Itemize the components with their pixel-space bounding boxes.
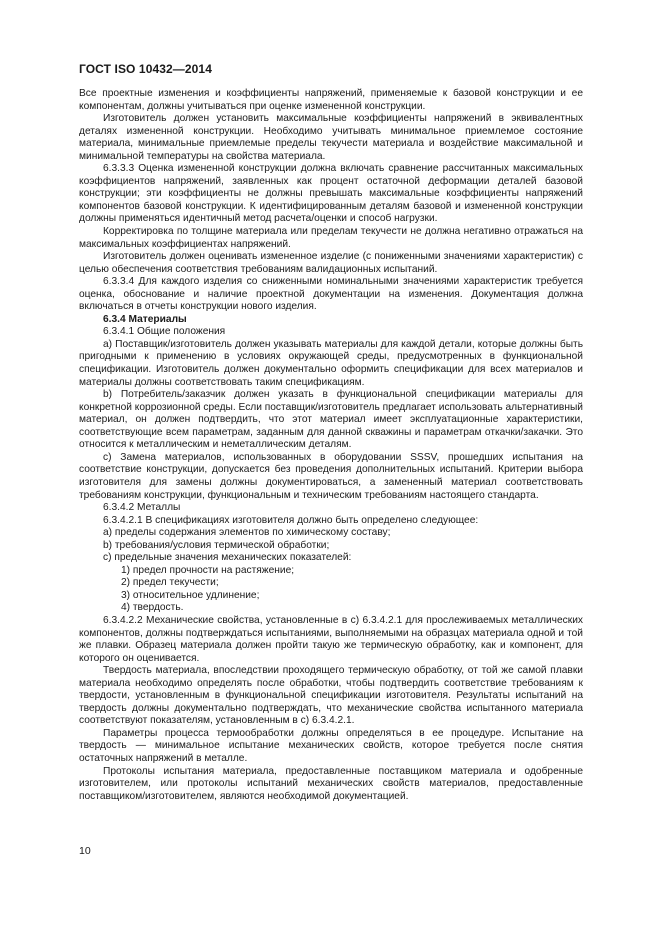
- paragraph: Изготовитель должен оценивать измененное изделие (с пониженными значениями характеристик) с целью обеспечения соответствия требованиям валидационных испытаний.: [79, 251, 583, 275]
- document-header: ГОСТ ISO 10432—2014: [79, 62, 212, 76]
- list-item: с) предельные значения механических показателей:: [103, 552, 352, 564]
- sub-list-item: 3) относительное удлинение;: [121, 589, 260, 601]
- sub-list-item: 1) предел прочности на растяжение;: [121, 564, 295, 576]
- paragraph: b) Потребитель/заказчик должен указать в функциональной спецификации материалы для конкретной коррозионной среды. Если поставщик/изготовитель предлагает использовать альтернативный материал, он должен подтвердить, что этот материал имеет эксплуатационные характеристики, соответствующие всем параметрам, заданным для данной скважины и параметрам откачки/закачки. Это относится к металлическим и неметаллическим деталям.: [79, 389, 583, 451]
- subsection-heading: 6.3.4.1 Общие положения: [103, 326, 226, 338]
- paragraph: 6.3.3.4 Для каждого изделия со сниженными номинальными значениями характеристик требуется оценка, обоснование и наличие проектной документации на изменения. Документация должна включаться в отчеты конструкции нового изделия.: [79, 276, 583, 313]
- subsection-heading: 6.3.4.2 Металлы: [103, 502, 181, 514]
- paragraph: 6.3.4.2.2 Механические свойства, установленные в с) 6.3.4.2.1 для прослеживаемых металлических компонентов, должны подтверждаться испытаниями, выполняемыми на образцах материала одной и той же плавки. Образец материала должен пройти такую же термическую обработку, как и компонент, для которого он оценивается.: [79, 614, 583, 664]
- list-item: а) пределы содержания элементов по химическому составу;: [103, 527, 391, 539]
- sub-list-item: 4) твердость.: [121, 602, 184, 614]
- section-heading: 6.3.4 Материалы: [103, 313, 187, 325]
- page-number: 10: [79, 845, 91, 857]
- paragraph: 6.3.3.3 Оценка измененной конструкции должна включать сравнение рассчитанных максимальных коэффициентов напряжений, заявленных как процент остаточной деформации деталей базовой конструкции; эти коэффициенты не должны превышать максимальные коэффициенты напряжений компонентов базовой конструкции. К идентифицированным деталям базовой и измененной конструкции должны применяться идентичный метод расчета/оценки и способ нагрузки.: [79, 163, 583, 225]
- paragraph: Протоколы испытания материала, предоставленные поставщиком материала и одобренные изготовителем, или протоколы испытаний механических свойств материалов, предоставленные поставщиком/изготовителем, являются необходимой документацией.: [79, 765, 583, 802]
- list-item: b) требования/условия термической обработки;: [103, 539, 330, 551]
- document-body: [79, 88, 583, 803]
- paragraph: а) Поставщик/изготовитель должен указывать материалы для каждой детали, которые должны быть пригодными к применению в условиях окружающей среды, предусмотренных в функциональной спецификации. Изготовитель должен документально оформить спецификации для всех материалов и материалы должны соответствовать таким спецификациям.: [79, 338, 583, 388]
- paragraph: Все проектные изменения и коэффициенты напряжений, применяемые к базовой конструкции и ее компонентам, должны учитываться при оценке измененной конструкции.: [79, 88, 583, 112]
- paragraph: Параметры процесса термообработки должны определяться в ее процедуре. Испытание на твердость — минимальное испытание механических свойств, которое требуется после снятия остаточных напряжений в металле.: [79, 727, 583, 764]
- paragraph: 6.3.4.2.1 В спецификациях изготовителя должно быть определено следующее:: [103, 514, 479, 526]
- paragraph: с) Замена материалов, использованных в оборудовании SSSV, прошедших испытания на соответствие конструкции, допускается без проведения дополнительных испытаний. Критерии выбора изготовителя для замены должны документироваться, а замененный материал соответствовать требованиям конструкции, функциональным и техническим требованиям настоящего стандарта.: [79, 451, 583, 501]
- paragraph: Корректировка по толщине материала или пределам текучести не должна негативно отражаться на максимальных коэффициентах напряжений.: [79, 226, 583, 250]
- sub-list-item: 2) предел текучести;: [121, 577, 219, 589]
- paragraph: Твердость материала, впоследствии проходящего термическую обработку, от той же самой плавки материала необходимо определять после обработки, чтобы подтвердить соответствие требованиям к твердости, установленным в функциональной спецификации изготовителя. Результаты испытаний на твердость должны документально подтверждать, что механические свойства испытанного материала соответствуют показателям, установленным в с) 6.3.4.2.1.: [79, 665, 583, 727]
- paragraph: Изготовитель должен установить максимальные коэффициенты напряжений в эквивалентных деталях измененной конструкции. Необходимо учитывать минимальное приемлемое состояние материала, минимальные приемлемые пределы текучести материала и воздействие максимальной и минимальной температуры на свойства материала.: [79, 113, 583, 162]
